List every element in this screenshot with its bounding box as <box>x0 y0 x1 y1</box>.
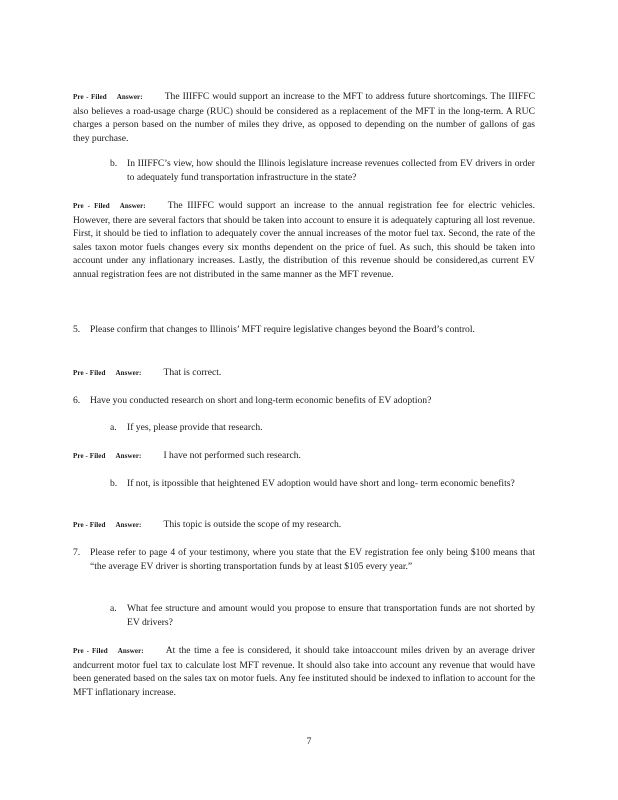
answer-block-1 <box>73 90 535 145</box>
answer-text: The IIIFFC would support an increase to the MFT to address future shortcomings. The IIIFFC also believes a road-usage charge (RUC) should be considered as a replacement of the MFT in the long-term. A RUC charges a person based on the number of miles they drive, as opposed to depending on the number of gallons of gas they purchase. <box>73 91 535 144</box>
answer-label: Pre - Filed Answer: <box>73 452 142 460</box>
question-5 <box>73 323 535 337</box>
question-text: Please confirm that changes to Illinois’ MFT require legislative changes beyond the Board’s control. <box>90 324 475 335</box>
answer-block-6 <box>73 644 535 699</box>
question-4b <box>110 157 535 184</box>
question-6a <box>110 421 535 435</box>
answer-text: That is correct. <box>163 367 222 378</box>
question-6 <box>73 394 535 408</box>
question-number: a. <box>110 422 117 433</box>
question-text: If yes, please provide that research. <box>127 422 263 433</box>
question-number: b. <box>110 158 118 169</box>
question-text: In IIIFFC’s view, how should the Illinois legislature increase revenues collected from EV drivers in order to adequately fund transportation infrastructure in the state? <box>127 158 535 183</box>
question-6b <box>110 477 535 491</box>
question-number: 5. <box>73 324 81 335</box>
question-text: What fee structure and amount would you propose to ensure that transportation funds are not shorted by EV drivers? <box>127 603 535 628</box>
answer-block-5 <box>73 518 535 533</box>
answer-block-2 <box>73 199 535 282</box>
question-7a <box>110 602 535 629</box>
answer-label: Pre - Filed Answer: <box>73 202 146 210</box>
answer-label: Pre - Filed Answer: <box>73 521 142 529</box>
answer-text: I have not performed such research. <box>163 450 301 461</box>
question-number: b. <box>110 478 118 489</box>
question-number: 6. <box>73 395 81 406</box>
answer-text: At the time a fee is considered, it should take intoaccount miles driven by an average driver andcurrent motor fuel tax to calculate lost MFT revenue. It should also take into account any revenue that would have been generated based on the sales tax on motor fuels. Any fee instituted should be indexed to inflation to account for the MFT inflationary increase. <box>73 645 536 698</box>
question-number: 7. <box>73 547 81 558</box>
page-number: 7 <box>306 736 312 747</box>
answer-block-3 <box>73 366 535 381</box>
answer-label: Pre - Filed Answer: <box>73 93 143 101</box>
answer-block-4 <box>73 449 535 464</box>
answer-text: The IIIFFC would support an increase to the annual registration fee for electric vehicles. However, there are several factors that should be taken into account to ensure it is adequately capturing all lost revenue. First, it should be tied to inflation to adequately cover the annual increases of the motor fuel tax. Second, the rate of the sales taxon motor fuels changes every six months dependent on the price of fuel. As such, this should be taken into account under any inflationary increases. Lastly, the distribution of this revenue should be considered,as current EV annual registration fees are not distributed in the same manner as the MFT revenue. <box>73 200 535 280</box>
question-number: a. <box>110 603 117 614</box>
answer-label: Pre - Filed Answer: <box>73 369 142 377</box>
question-7 <box>73 546 535 573</box>
question-text: Please refer to page 4 of your testimony, where you state that the EV registration fee only being $100 means that “the average EV driver is shorting transportation funds by at least $105 every year.” <box>90 547 535 572</box>
question-text: If not, is itpossible that heightened EV adoption would have short and long- term economic benefits? <box>127 478 515 489</box>
answer-label: Pre - Filed Answer: <box>73 647 144 655</box>
question-text: Have you conducted research on short and long-term economic benefits of EV adoption? <box>90 395 432 406</box>
answer-text: This topic is outside the scope of my research. <box>163 519 342 530</box>
